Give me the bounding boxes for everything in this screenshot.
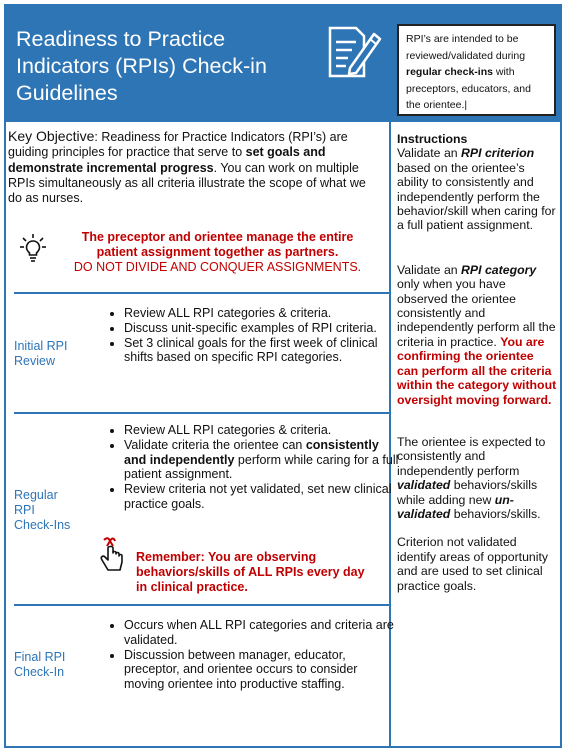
- partners-message: The preceptor and orientee manage the entire patient assignment together as partners. DO NOT DIVIDE AND CONQUER ASSIGNMENTS.: [73, 230, 362, 274]
- list-item: • Validate criteria the orientee can consistently and independently perform while caring for a full patient assignment.: [124, 438, 400, 482]
- row-divider: [14, 604, 389, 606]
- regular-checkin-list: [104, 423, 400, 512]
- row-divider: [14, 412, 389, 414]
- page-title: Readiness to Practice Indicators (RPIs) Check-in Guidelines: [16, 27, 267, 105]
- list-item: • Review ALL RPI categories & criteria.: [124, 423, 400, 438]
- lightbulb-icon: [20, 233, 46, 268]
- review-note-box: RPI’s are intended to be reviewed/validated during regular check-ins with preceptors, educators, and the orientee.|: [397, 24, 556, 116]
- initial-review-list: [104, 306, 400, 365]
- row-divider: [14, 292, 389, 294]
- instructions-text: Instructions Validate an RPI criterion based on the orientee’s ability to consistently and independently perform the behavior/skill when caring for a full patient assignment. Validate an RPI category only when you have observed the orientee consistently and independently perform all the criteria in practice. You are confirming the orientee can perform all the criteria within the category without oversight moving forward. The orientee is expected to consistently and independently perform validated behaviors/skills while adding new un-validated behaviors/skills. Criterion not validated identify areas of opportunity and are used to set clinical practice goals.: [397, 132, 557, 593]
- remember-message: Remember: You are observing behaviors/skills of ALL RPIs every day in clinical practice.: [136, 550, 365, 594]
- hand-string-reminder-icon: [96, 536, 128, 581]
- list-item: • Occurs when ALL RPI categories and criteria are validated.: [124, 618, 400, 648]
- instructions-title: Instructions: [397, 132, 468, 146]
- key-objective: Key Objective: Readiness for Practice Indicators (RPI’s) are guiding principles for practice that serve to set goals and demonstrate incremental progress. You can work on multiple RPIs simultaneously as all criteria illustrate the scope of what we do as nurses.: [8, 128, 366, 206]
- row-label-initial: Initial RPI Review: [14, 339, 68, 368]
- list-item: • Discuss unit-specific examples of RPI criteria.: [124, 321, 400, 336]
- list-item: • Set 3 clinical goals for the first week of clinical shifts based on specific RPI categories.: [124, 336, 400, 366]
- list-item: • Discussion between manager, educator, preceptor, and orientee occurs to consider moving orientee into productive staffing.: [124, 648, 400, 692]
- row-label-final: Final RPI Check-In: [14, 650, 66, 679]
- document-pen-icon: [326, 24, 384, 85]
- list-item: • Review ALL RPI categories & criteria.: [124, 306, 400, 321]
- list-item: • Review criteria not yet validated, set new clinical practice goals.: [124, 482, 400, 512]
- final-checkin-list: [104, 618, 400, 692]
- row-label-regular: Regular RPI Check-Ins: [14, 488, 71, 532]
